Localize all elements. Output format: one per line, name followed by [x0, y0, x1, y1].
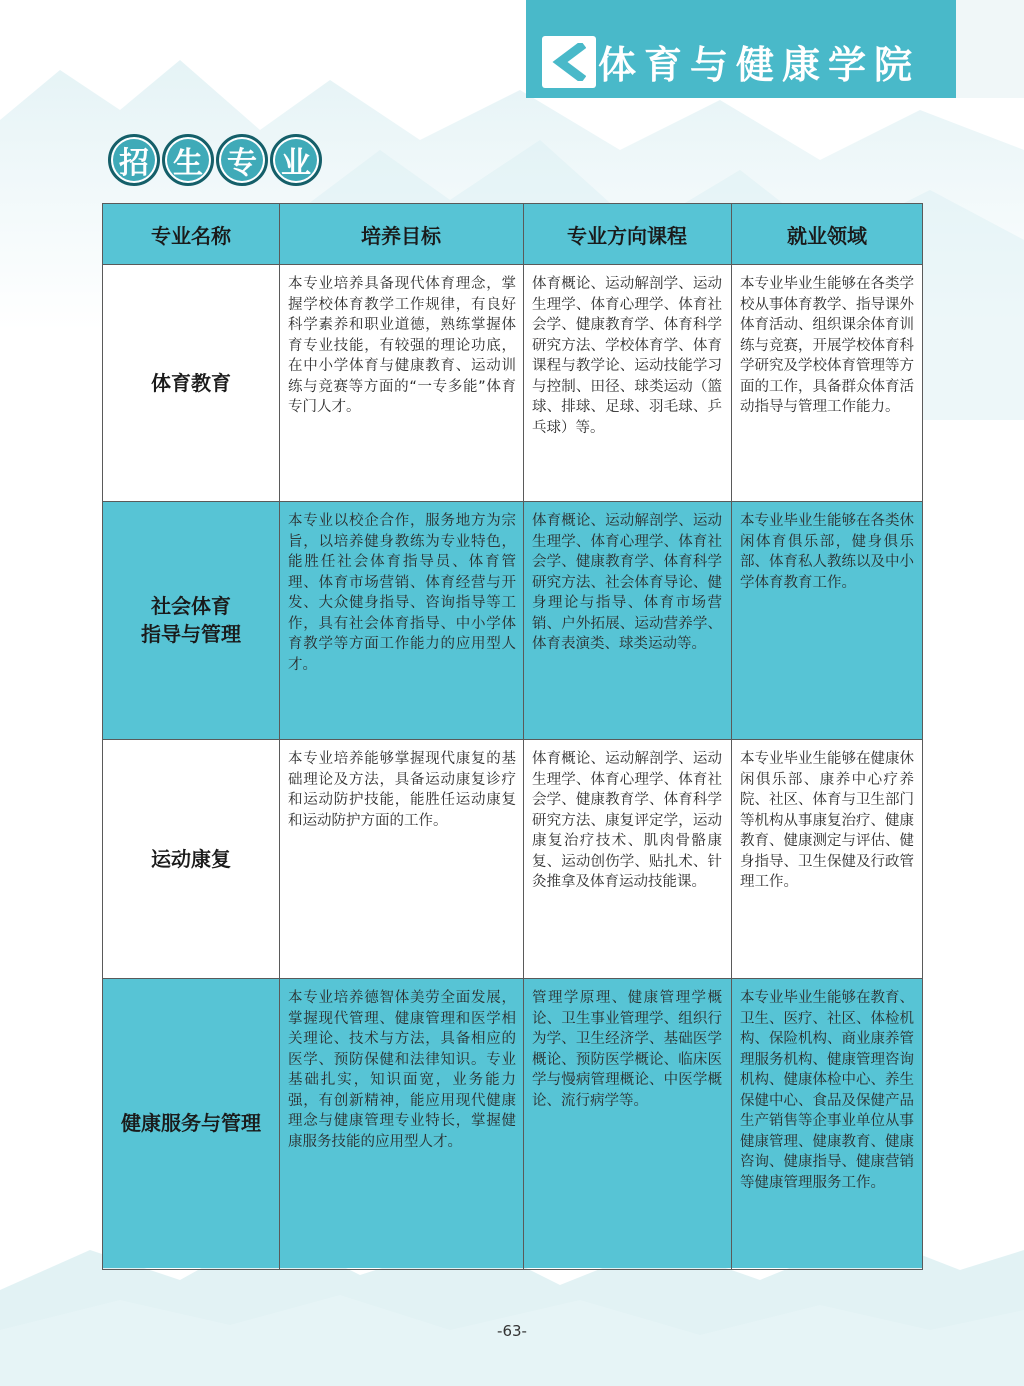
- core-courses: 管理学原理、健康管理学概论、卫生事业管理学、组织行为学、卫生经济学、基础医学概论、预防医学概论、临床医学与慢病管理概论、中医学概论、流行病学等。: [532, 990, 722, 1109]
- header-banner: [526, 0, 956, 98]
- table-row: [103, 739, 922, 978]
- column-divider: [731, 204, 732, 1269]
- core-courses: 体育概论、运动解剖学、运动生理学、体育心理学、体育社会学、健康教育学、体育科学研究方法、社会体育导论、健身理论与指导、体育市场营销、户外拓展、运动营养学、体育表演类、球类运动等。: [532, 513, 722, 652]
- heading-char: 生: [162, 134, 214, 186]
- career-field: 本专业毕业生能够在各类休闲体育俱乐部，健身俱乐部、体育私人教练以及中小学体育教育工作。: [740, 513, 914, 591]
- table-header: [103, 204, 922, 264]
- row-divider: [103, 501, 922, 502]
- column-header: 专业方向课程: [567, 223, 687, 248]
- training-goal: 本专业培养德智体美劳全面发展，掌握现代管理、健康管理和医学相关理论、技术与方法，具备相应的医学、预防保健和法律知识。专业基础扎实，知识面宽，业务能力强，有创新精神，能应用现代健康理念与健康管理专业特长，掌握健康服务技能的应用型人才。: [288, 990, 516, 1150]
- major-name: 运动康复: [151, 846, 231, 871]
- heading-char: 招: [108, 134, 160, 186]
- chevron-left-icon: [542, 36, 596, 88]
- college-title: 体育与健康学院: [598, 43, 921, 87]
- major-name: 体育教育: [151, 370, 231, 395]
- column-divider: [523, 204, 524, 1269]
- heading-char: 业: [270, 134, 322, 186]
- career-field: 本专业毕业生能够在健康休闲俱乐部、康养中心疗养院、社区、体育与卫生部门等机构从事康复治疗、健康教育、健康测定与评估、健身指导、卫生保健及行政管理工作。: [740, 751, 914, 890]
- major-name: 社会体育 指导与管理: [141, 594, 241, 646]
- table-row: [103, 501, 922, 739]
- majors-table: [102, 203, 923, 1270]
- banner-edge: [956, 0, 1024, 98]
- table-row: [103, 978, 922, 1268]
- table-row: [103, 264, 922, 501]
- career-field: 本专业毕业生能够在各类学校从事体育教学、指导课外体育活动、组织课余体育训练与竞赛，开展学校体育科学研究及学校体育管理等方面的工作，具备群众体育活动指导与管理工作能力。: [740, 276, 914, 415]
- column-header: 培养目标: [361, 223, 441, 248]
- row-divider: [103, 978, 922, 979]
- heading-char: 专: [216, 134, 268, 186]
- career-field: 本专业毕业生能够在教育、卫生、医疗、社区、体检机构、保险机构、商业康养管理服务机构、健康管理咨询机构、健康体检中心、养生保健中心、食品及保健产品生产销售等企事业单位从事健康管理、健康教育、健康咨询、健康指导、健康营销等健康管理服务工作。: [740, 990, 914, 1191]
- column-header: 就业领域: [787, 223, 867, 248]
- major-name: 健康服务与管理: [121, 1111, 261, 1135]
- row-divider: [103, 264, 922, 265]
- column-divider: [279, 204, 280, 1269]
- row-divider: [103, 739, 922, 740]
- section-heading: [108, 134, 324, 186]
- column-header: 专业名称: [151, 223, 231, 248]
- core-courses: 体育概论、运动解剖学、运动生理学、体育心理学、体育社会学、健康教育学、体育科学研究方法、学校体育学、体育课程与教学论、运动技能学习与控制、田径、球类运动（篮球、排球、足球、羽毛球、乒乓球）等。: [532, 276, 722, 436]
- training-goal: 本专业以校企合作，服务地方为宗旨，以培养健身教练为专业特色，能胜任社会体育指导员、体育管理、体育市场营销、体育经营与开发、大众健身指导、咨询指导等工作，具有社会体育指导、中小学体育教学等方面工作能力的应用型人才。: [288, 513, 516, 673]
- page-number: -63-: [497, 1322, 527, 1340]
- training-goal: 本专业培养能够掌握现代康复的基础理论及方法，具备运动康复诊疗和运动防护技能，能胜任运动康复和运动防护方面的工作。: [288, 751, 516, 829]
- core-courses: 体育概论、运动解剖学、运动生理学、体育心理学、体育社会学、健康教育学、体育科学研究方法、康复评定学，运动康复治疗技术、肌肉骨骼康复、运动创伤学、贴扎术、针灸推拿及体育运动技能课。: [532, 751, 722, 890]
- training-goal: 本专业培养具备现代体育理念，掌握学校体育教学工作规律，有良好科学素养和职业道德，熟练掌握体育专业技能，有较强的理论功底，在中小学体育与健康教育、运动训练与竞赛等方面的“一专多能”体育专门人才。: [288, 276, 516, 415]
